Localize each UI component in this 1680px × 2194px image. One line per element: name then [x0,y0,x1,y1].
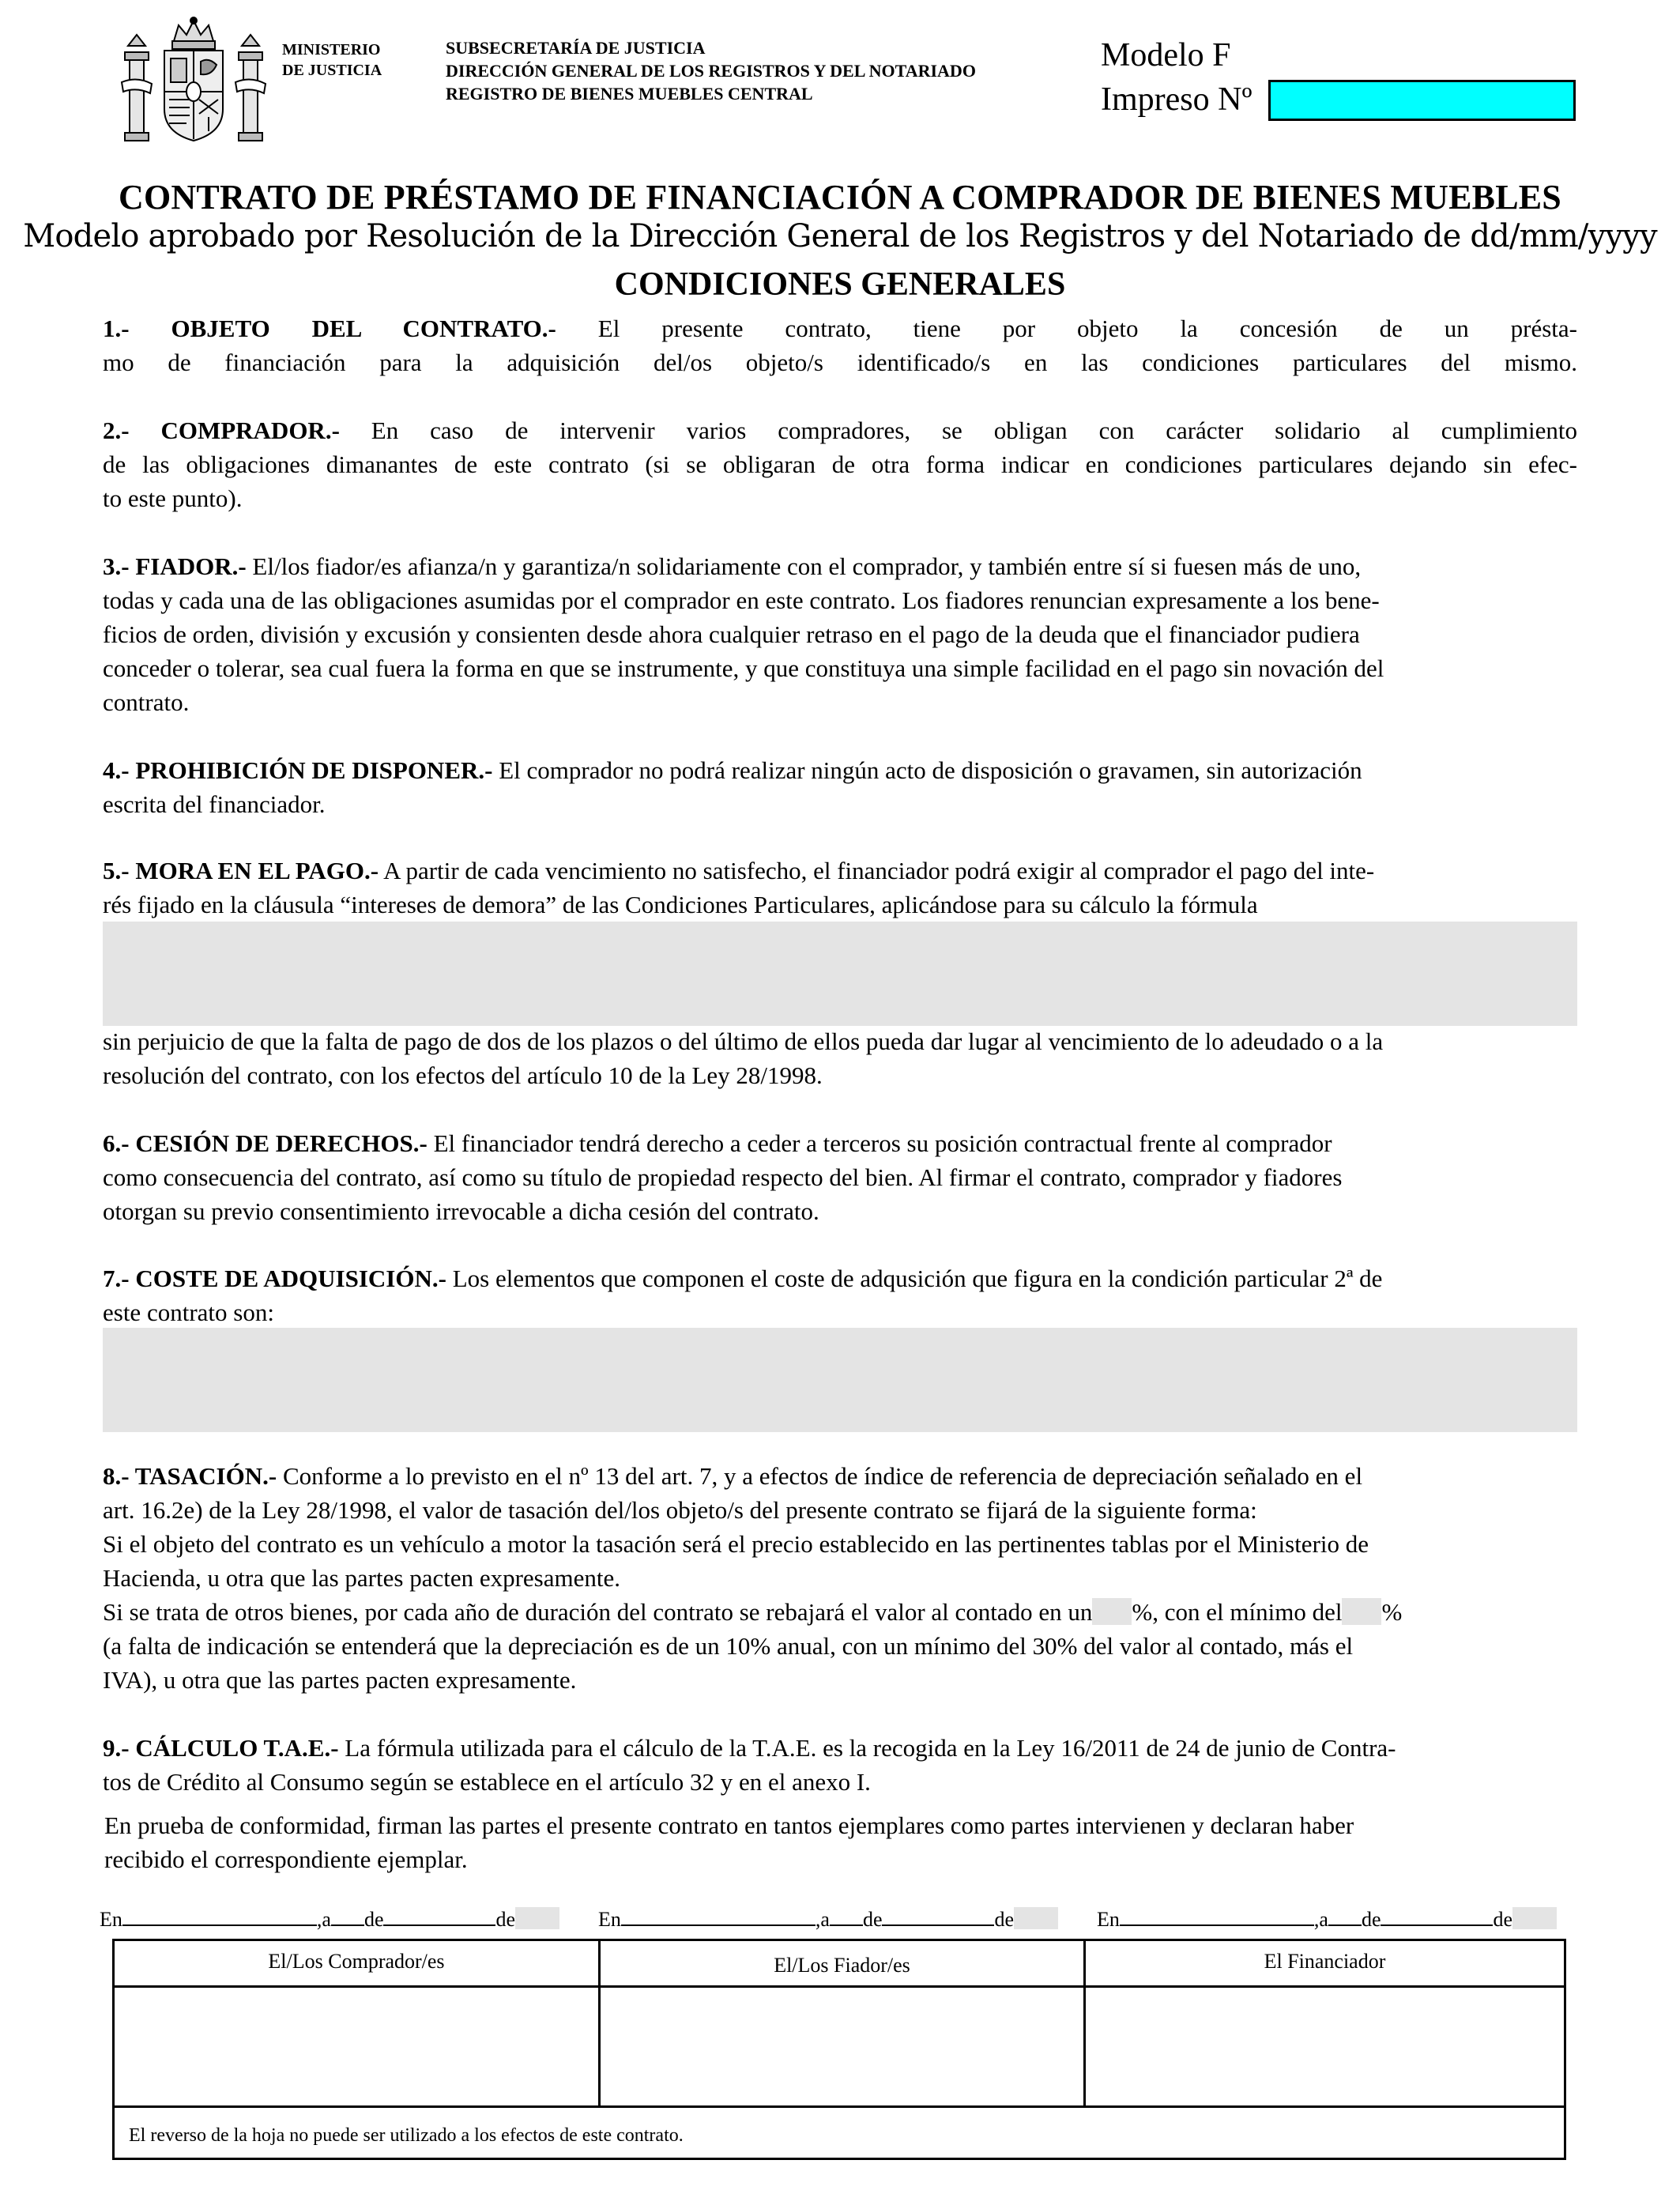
conformity-line: En prueba de conformidad, firman las partes el presente contrato en tantos ejemplares como partes intervienen y declaran haber [104,1811,1354,1839]
clause-3-line: conceder o tolerar, sea cual fuera la forma en que se instrumente, y que constituya una simple facilidad en el pago sin novación del [103,654,1384,682]
clause-8-line: Si el objeto del contrato es un vehículo a motor la tasación será el precio establecido en las pertinentes tablas por el Ministerio de [103,1530,1369,1558]
clause-3-line: contrato. [103,688,190,716]
clause-4-line: escrita del financiador. [103,790,326,818]
day-field[interactable] [331,1907,364,1926]
financier-column-header: El Financiador [1086,1941,1564,1988]
clause-5-heading: 5.- MORA EN EL PAGO.- [103,857,379,884]
clause-4-line: 4.- PROHIBICIÓN DE DISPONER.- El comprador no podrá realizar ningún acto de disposición o gravamen, sin autorización [103,756,1362,784]
clause-1-line: 1.- OBJETO DEL CONTRATO.- El presente contrato, tiene por objeto la concesión de un présta- [103,315,1578,342]
clause-8-heading: 8.- TASACIÓN.- [103,1462,277,1490]
clause-2-heading: 2.- COMPRADOR.- [103,417,340,444]
approval-subtitle: Modelo aprobado por Resolución de la Dirección General de los Registros y del Notariado de dd/mm/yyyy [23,218,1657,254]
clause-7-line: 7.- COSTE DE ADQUISICIÓN.- Los elementos que componen el coste de adqusición que figura en la condición particular 2ª de [103,1265,1383,1292]
clause-6-line: otorgan su previo consentimiento irrevocable a dicha cesión del contrato. [103,1197,819,1225]
month-field[interactable] [882,1907,994,1926]
clause-9-line: 9.- CÁLCULO T.A.E.- La fórmula utilizada para el cálculo de la T.A.E. es la recogida en la Ley 16/2011 de 24 de junio de Contra- [103,1734,1396,1762]
clause-6-heading: 6.- CESIÓN DE DERECHOS.- [103,1129,428,1157]
clause-3-line: 3.- FIADOR.- El/los fiador/es afianza/n y garantiza/n solidariamente con el comprador, y también entre sí si fuesen más de uno, [103,552,1362,580]
place-field[interactable] [621,1907,816,1926]
reverse-notice-row [115,2105,1564,2160]
place-date-line-buyer: En ,a de de [100,1906,559,1933]
place-field[interactable] [1120,1907,1314,1926]
clause-7-heading: 7.- COSTE DE ADQUISICIÓN.- [103,1265,446,1292]
clause-6-line: 6.- CESIÓN DE DERECHOS.- El financiador tendrá derecho a ceder a terceros su posición contractual frente al comprador [103,1129,1332,1157]
year-field[interactable] [1014,1907,1058,1929]
buyer-signature-box[interactable] [115,1941,601,2105]
place-date-line-guarantor: En ,a de de [598,1906,1058,1933]
model-label: Modelo F [1101,37,1231,74]
clause-5-line: rés fijado en la cláusula “intereses de demora” de las Condiciones Particulares, aplicándose para su cálculo la fórmula [103,891,1258,918]
clause-3-line: ficios de orden, división y excusión y consienten desde ahora cualquier retraso en el pago de la deuda que el financiador pudiera [103,620,1360,648]
conformity-line: recibido el correspondiente ejemplar. [104,1845,468,1873]
clause-5-line: sin perjuicio de que la falta de pago de dos de los plazos o del último de ellos pueda dar lugar al vencimiento de lo adeudado o a la [103,1027,1384,1055]
reverse-notice: El reverso de la hoja no puede ser utilizado a los efectos de este contrato. [129,2125,684,2146]
month-field[interactable] [1381,1907,1493,1926]
clause-8-line: art. 16.2e) de la Ley 28/1998, el valor de tasación del/los objeto/s del presente contrato se fijará de la siguiente forma: [103,1496,1257,1524]
buyer-column-header: El/Los Comprador/es [115,1941,598,1988]
clause-1-line: mo de financiación para la adquisición del/os objeto/s identificado/s en las condiciones particulares del mismo. [103,349,1577,376]
clause-5-line: 5.- MORA EN EL PAGO.- A partir de cada vencimiento no satisfecho, el financiador podrá exigir al comprador el pago del inte- [103,857,1375,884]
year-field[interactable] [1512,1907,1557,1929]
clause-3-line: todas y cada una de las obligaciones asumidas por el comprador en este contrato. Los fiadores renuncian expresamente a los bene- [103,586,1380,614]
day-field[interactable] [830,1907,863,1926]
year-field[interactable] [515,1907,559,1929]
department-heading: SUBSECRETARÍA DE JUSTICIA DIRECCIÓN GENERAL DE LOS REGISTROS Y DEL NOTARIADO REGISTRO DE BIENES MUEBLES CENTRAL [446,38,976,104]
formula-field[interactable] [103,922,1577,1026]
clause-8-line: (a falta de indicación se entenderá que la depreciación es de un 10% anual, con un mínimo del 30% del valor al contado, más el [103,1632,1354,1660]
acquisition-cost-field[interactable] [103,1328,1577,1432]
clause-8-line: Si se trata de otros bienes, por cada año de duración del contrato se rebajará el valor al contado en un %, con el mínimo del % [103,1598,1403,1626]
financier-signature-box[interactable] [1086,1941,1564,2105]
clause-7-line: este contrato son: [103,1299,274,1326]
clause-3-heading: 3.- FIADOR.- [103,552,247,580]
clause-4-heading: 4.- PROHIBICIÓN DE DISPONER.- [103,756,493,784]
coat-of-arms-icon [119,14,269,155]
clause-8-line: IVA), u otra que las partes pacten expresamente. [103,1666,577,1694]
form-number-field[interactable] [1268,80,1576,121]
clause-1-heading: 1.- OBJETO DEL CONTRATO.- [103,315,556,342]
clause-2-line: 2.- COMPRADOR.- En caso de intervenir varios compradores, se obligan con carácter solidario al cumplimiento [103,417,1577,444]
signature-table [112,1939,1566,2160]
place-field[interactable] [122,1907,317,1926]
day-field[interactable] [1328,1907,1362,1926]
document-title: CONTRATO DE PRÉSTAMO DE FINANCIACIÓN A COMPRADOR DE BIENES MUEBLES [119,178,1561,217]
guarantor-signature-box[interactable] [601,1941,1086,2105]
month-field[interactable] [383,1907,495,1926]
clause-9-line: tos de Crédito al Consumo según se establece en el artículo 32 y en el anexo I. [103,1768,871,1796]
depreciation-percent-field[interactable] [1092,1598,1132,1625]
clause-5-line: resolución del contrato, con los efectos del artículo 10 de la Ley 28/1998. [103,1061,823,1089]
clause-6-line: como consecuencia del contrato, así como su título de propiedad respecto del bien. Al firmar el contrato, comprador y fiadores [103,1163,1343,1191]
clause-8-line: 8.- TASACIÓN.- Conforme a lo previsto en el nº 13 del art. 7, y a efectos de índice de referencia de depreciación señalado en el [103,1462,1363,1490]
guarantor-column-header: El/Los Fiador/es [601,1941,1083,1988]
form-number-label: Impreso Nº [1101,81,1252,118]
clause-2-line: de las obligaciones dimanantes de este contrato (si se obligaran de otra forma indicar en condiciones particulares dejando sin efec- [103,450,1577,478]
clause-9-heading: 9.- CÁLCULO T.A.E.- [103,1734,339,1762]
place-date-line-financier: En ,a de de [1097,1906,1557,1933]
clause-8-line: Hacienda, u otra que las partes pacten expresamente. [103,1564,620,1592]
minimum-percent-field[interactable] [1342,1598,1381,1625]
clause-2-line: to este punto). [103,484,243,512]
section-heading: CONDICIONES GENERALES [614,266,1066,303]
ministry-name: MINISTERIO DE JUSTICIA [282,41,382,79]
